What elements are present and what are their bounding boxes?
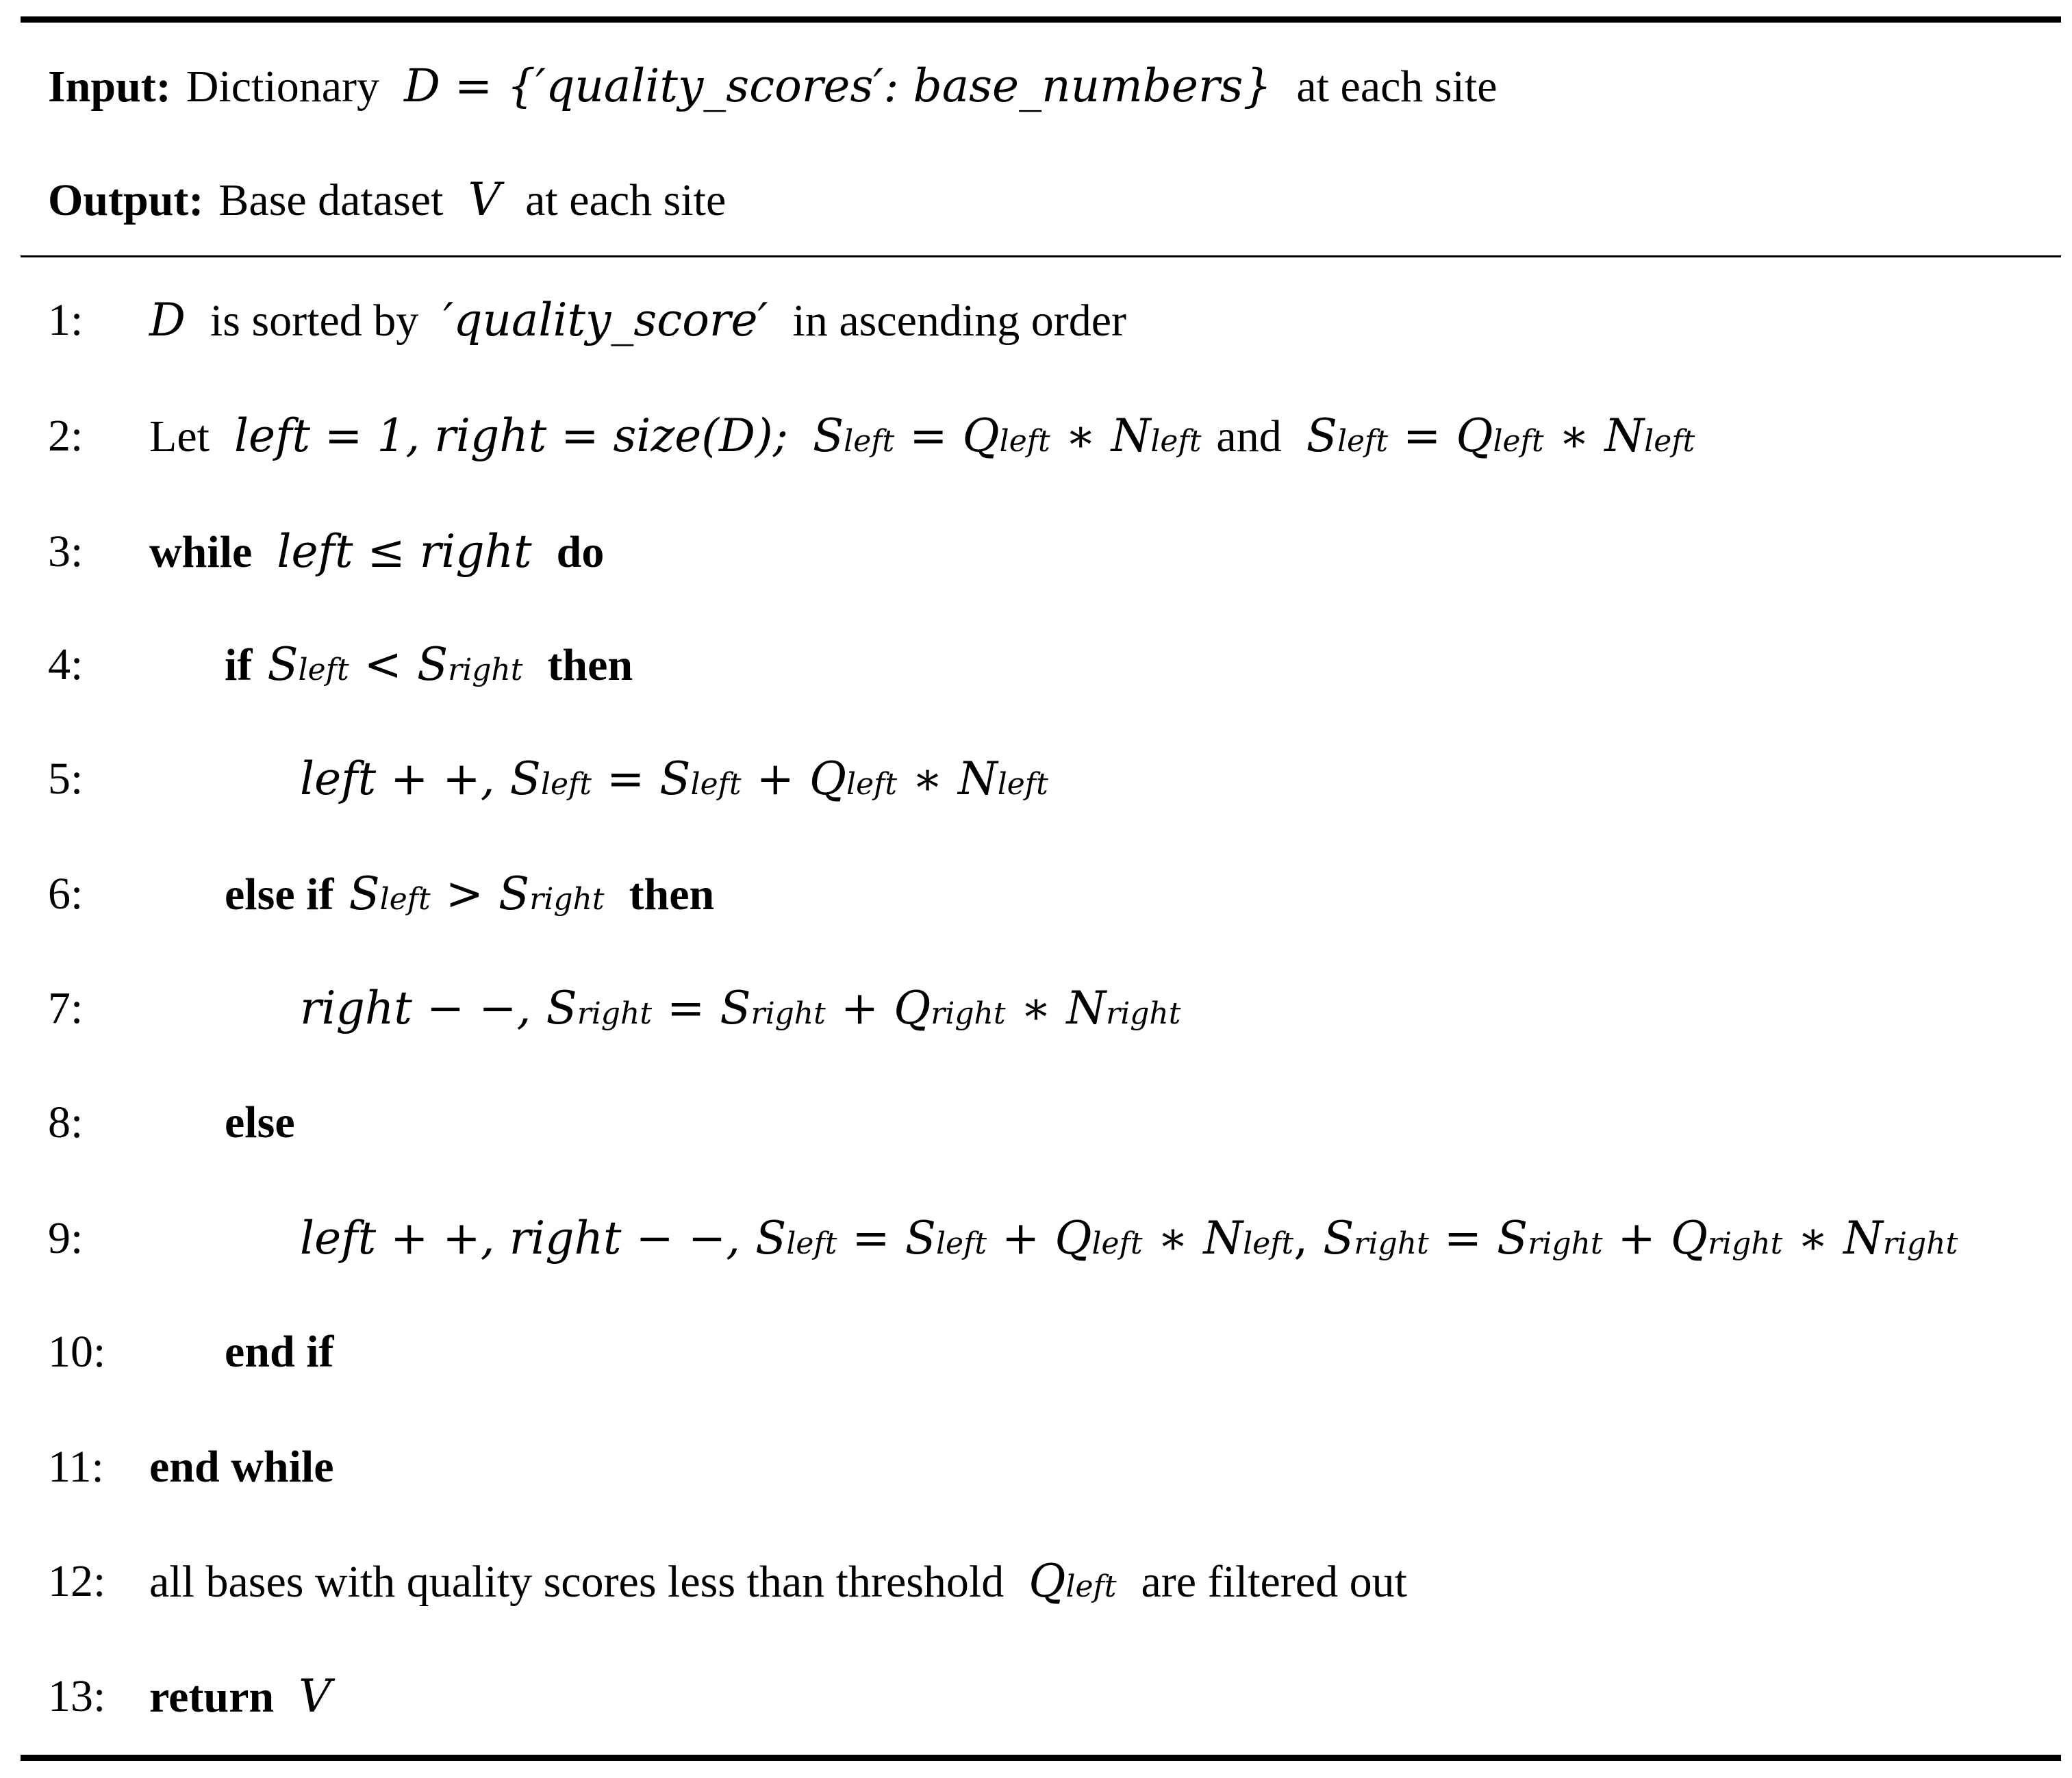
header-rule <box>21 255 2061 257</box>
algorithm-line-12 <box>149 1540 1407 1628</box>
sub-left: left <box>1150 424 1202 459</box>
comma: , <box>1293 1212 1309 1265</box>
sub-right: right <box>529 882 605 917</box>
sub-left: left <box>379 882 431 917</box>
sym-q: Q <box>1456 409 1493 462</box>
sub-left: left <box>1337 424 1389 459</box>
line-number: 11: <box>48 1442 104 1492</box>
sym-n: N <box>1111 409 1151 462</box>
op-plus: + <box>1002 1212 1040 1265</box>
sym-q: Q <box>1028 1555 1066 1608</box>
algorithm-line-1 <box>149 279 1126 362</box>
algorithm-line-8 <box>225 1082 295 1164</box>
sym-n: N <box>1604 409 1645 462</box>
math-sort-key: ′quality_score′ <box>443 294 768 346</box>
sub-right: right <box>1882 1226 1958 1261</box>
sub-left: left <box>935 1226 987 1261</box>
sub-right: right <box>1354 1226 1429 1261</box>
sym-s: S <box>498 867 530 920</box>
op-eq: = <box>1443 1212 1482 1265</box>
sub-left: left <box>786 1226 837 1261</box>
sub-left: left <box>1644 424 1695 459</box>
sub-left: left <box>1065 1569 1117 1604</box>
sym-s: S <box>416 638 448 691</box>
sym-q: Q <box>894 982 931 1034</box>
keyword-if: if <box>225 640 253 690</box>
sym-s: S <box>755 1212 787 1265</box>
bottom-rule <box>21 1755 2061 1761</box>
keyword-end-while: end while <box>149 1442 334 1492</box>
sym-n: N <box>957 752 998 805</box>
keyword-else-if: else if <box>225 869 334 919</box>
op-eq: = <box>1403 409 1441 462</box>
math-d: D <box>149 294 186 346</box>
math-v: V <box>299 1670 331 1723</box>
sub-right: right <box>448 652 523 687</box>
sym-q: Q <box>962 409 1000 462</box>
input-math: D = {′quality_scores′: base_numbers} <box>404 60 1272 112</box>
keyword-do: do <box>556 527 605 577</box>
sym-s: S <box>1497 1212 1528 1265</box>
math-both-update: left + +, right − −, <box>300 1212 741 1265</box>
keyword-while: while <box>149 527 253 577</box>
algorithm-line-10 <box>225 1311 334 1393</box>
op-times: ∗ <box>1558 409 1590 462</box>
sub-left: left <box>690 767 742 802</box>
input-suffix: at each site <box>1296 62 1498 112</box>
output-text: Base dataset <box>218 175 444 225</box>
math-left-increment: left + +, <box>300 752 495 805</box>
output-label: Output: <box>48 175 204 225</box>
text-is-sorted: is sorted by <box>210 296 419 346</box>
sub-right: right <box>931 996 1006 1031</box>
input-label: Input: <box>48 62 171 112</box>
algorithm-line-2 <box>149 395 1695 483</box>
op-eq: = <box>606 752 645 805</box>
sub-left: left <box>540 767 592 802</box>
op-plus: + <box>840 982 879 1034</box>
op-eq: = <box>667 982 705 1034</box>
op-plus: + <box>1617 1212 1656 1265</box>
sub-right: right <box>1106 996 1181 1031</box>
sym-s: S <box>720 982 751 1034</box>
text-filter-description: all bases with quality scores less than threshold <box>149 1557 1005 1607</box>
sym-q: Q <box>809 752 846 805</box>
op-times: ∗ <box>1065 409 1096 462</box>
keyword-end-if: end if <box>225 1327 334 1377</box>
sym-s: S <box>546 982 577 1034</box>
op-times: ∗ <box>1020 982 1052 1034</box>
sub-left: left <box>298 652 349 687</box>
line-number: 2: <box>48 411 84 461</box>
sym-s: S <box>1323 1212 1354 1265</box>
line-number: 8: <box>48 1097 84 1147</box>
sym-s: S <box>659 752 691 805</box>
line-number: 1: <box>48 295 84 345</box>
op-eq: = <box>909 409 948 462</box>
line-number: 10: <box>48 1327 106 1377</box>
math-right-decrement: right − −, <box>300 982 531 1034</box>
sym-s: S <box>509 752 541 805</box>
line-number: 4: <box>48 639 84 689</box>
sub-right: right <box>750 996 826 1031</box>
sub-right: right <box>577 996 652 1031</box>
algorithm-line-9 <box>300 1197 1958 1285</box>
algorithm-line-13 <box>149 1655 331 1738</box>
line-number: 6: <box>48 869 84 919</box>
top-rule <box>21 16 2061 23</box>
keyword-then: then <box>547 640 633 690</box>
output-math: V <box>468 173 501 226</box>
sub-left: left <box>1493 424 1544 459</box>
sym-q: Q <box>1054 1212 1092 1265</box>
op-eq: = <box>852 1212 890 1265</box>
keyword-return: return <box>149 1672 275 1722</box>
line-number: 12: <box>48 1556 106 1606</box>
op-times: ∗ <box>1797 1212 1829 1265</box>
sym-n: N <box>1066 982 1107 1034</box>
sym-s: S <box>905 1212 936 1265</box>
input-line <box>48 45 1498 128</box>
algorithm-line-7 <box>300 967 1180 1055</box>
line-number: 9: <box>48 1213 84 1263</box>
output-suffix: at each site <box>525 175 727 225</box>
sub-left: left <box>1243 1226 1294 1261</box>
keyword-else: else <box>225 1097 295 1147</box>
output-line <box>48 159 726 242</box>
math-while-condition: left ≤ right <box>277 525 532 578</box>
math-init: left = 1, right = size(D); <box>233 409 788 462</box>
line-number: 3: <box>48 526 84 576</box>
text-filtered-out: are filtered out <box>1141 1557 1407 1607</box>
text-let: Let <box>149 411 210 461</box>
sym-s: S <box>1306 409 1337 462</box>
text-and: and <box>1216 411 1282 461</box>
text-order: in ascending order <box>792 296 1127 346</box>
algorithm-line-5 <box>300 738 1048 826</box>
sub-left: left <box>844 424 895 459</box>
op-times: ∗ <box>912 752 943 805</box>
op-gt: > <box>445 867 484 920</box>
input-text: Dictionary <box>186 62 380 112</box>
sym-n: N <box>1843 1212 1883 1265</box>
sym-n: N <box>1203 1212 1243 1265</box>
sym-s: S <box>267 638 299 691</box>
sub-right: right <box>1528 1226 1603 1261</box>
op-lt: < <box>364 638 402 691</box>
algorithm-line-4 <box>225 624 633 711</box>
sub-left: left <box>997 767 1048 802</box>
sym-s: S <box>349 867 380 920</box>
op-plus: + <box>756 752 794 805</box>
op-times: ∗ <box>1157 1212 1189 1265</box>
sub-left: left <box>1091 1226 1143 1261</box>
sym-q: Q <box>1670 1212 1708 1265</box>
algorithm-line-6 <box>225 853 714 941</box>
sub-left: left <box>846 767 898 802</box>
sub-right: right <box>1707 1226 1783 1261</box>
line-number: 5: <box>48 754 84 804</box>
algorithm-line-11 <box>149 1426 334 1508</box>
algorithm-line-3 <box>149 511 604 594</box>
line-number: 7: <box>48 983 84 1033</box>
keyword-then: then <box>629 869 715 919</box>
line-number: 13: <box>48 1671 106 1721</box>
sub-left: left <box>999 424 1050 459</box>
sym-s: S <box>812 409 844 462</box>
